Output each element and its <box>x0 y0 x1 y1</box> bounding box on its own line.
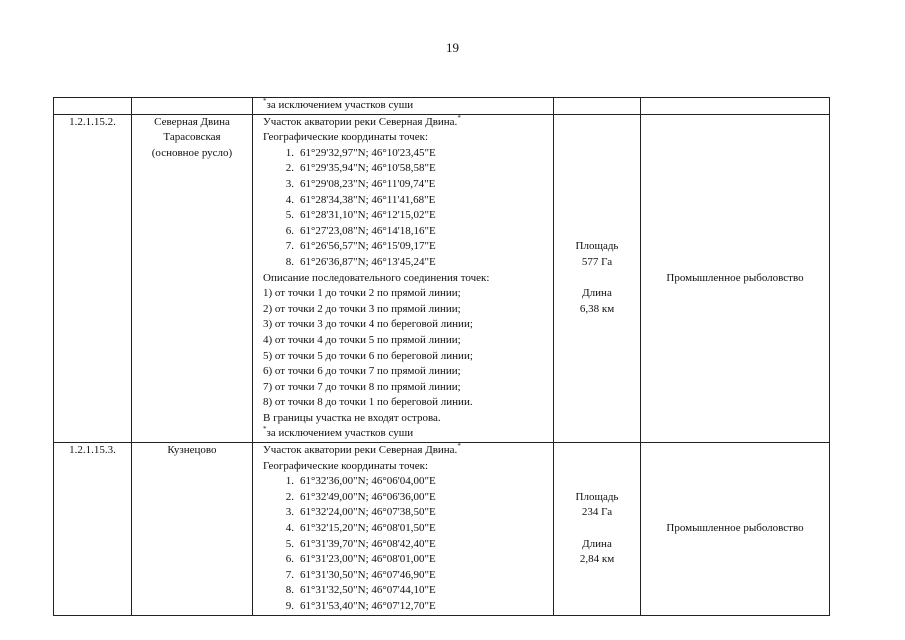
coords-label: Географические координаты точек: <box>263 131 428 144</box>
cell-size <box>554 114 641 442</box>
cell-name <box>132 114 253 442</box>
water-areas-table <box>53 97 830 616</box>
area-label: Площадь <box>575 240 619 253</box>
cell-name <box>132 98 253 115</box>
cell-description <box>253 443 554 616</box>
note-line <box>263 426 550 442</box>
connection-item: 6) от точки 6 до точки 7 по прямой линии; <box>263 365 461 378</box>
coordinate-point: 5. 61°28'31,10"N; 46°12'15,02"E <box>285 209 436 222</box>
note-mark: * <box>263 425 267 434</box>
coordinate-point: 6. 61°31'23,00"N; 46°08'01,00"E <box>285 553 436 566</box>
coordinate-point: 9. 61°31'53,40"N; 46°07'12,70"E <box>285 600 436 612</box>
heading-mark: * <box>457 113 461 122</box>
cell-description <box>253 98 554 115</box>
connection-label: Описание последовательного соединения точек: <box>263 271 490 284</box>
heading-text: Участок акватории реки Северная Двина. <box>263 115 458 128</box>
connection-item: 1) от точки 1 до точки 2 по прямой линии; <box>263 287 461 300</box>
note-text: за исключением участков суши <box>266 427 414 440</box>
heading-text: Участок акватории реки Северная Двина. <box>263 444 458 457</box>
coordinate-point: 5. 61°31'39,70"N; 46°08'42,40"E <box>285 537 436 550</box>
coordinate-point: 2. 61°32'49,00"N; 46°06'36,00"E <box>285 490 436 503</box>
cell-id: 1.2.1.15.2. <box>54 114 132 442</box>
coordinate-point: 1. 61°32'36,00"N; 46°06'04,00"E <box>285 475 436 488</box>
cell-id: 1.2.1.15.3. <box>54 443 132 616</box>
cell-purpose: Промышленное рыболовство <box>641 114 830 442</box>
area-heading <box>263 443 550 459</box>
coordinate-point: 6. 61°27'23,08"N; 46°14'18,16"E <box>285 224 436 237</box>
islands-note: В границы участка не входят острова. <box>263 411 441 424</box>
heading-mark: * <box>457 442 461 451</box>
cell-purpose <box>641 98 830 115</box>
coordinate-point: 7. 61°31'30,50"N; 46°07'46,90"E <box>285 568 436 581</box>
note-line <box>263 99 413 111</box>
table-row <box>54 114 830 442</box>
coordinate-point: 7. 61°26'56,57"N; 46°15'09,17"E <box>285 240 436 253</box>
coordinate-point: 3. 61°32'24,00"N; 46°07'38,50"E <box>285 506 436 519</box>
table-row-continuation <box>54 98 830 115</box>
connection-item: 3) от точки 3 до точки 4 по береговой линии; <box>263 318 473 331</box>
page-number: 19 <box>446 40 459 55</box>
area-value: 234 Га <box>581 506 613 519</box>
area-value: 577 Га <box>581 255 613 268</box>
cell-size <box>554 98 641 115</box>
connection-item: 5) от точки 5 до точки 6 по береговой линии; <box>263 349 473 362</box>
cell-description <box>253 114 554 442</box>
cell-name <box>132 443 253 616</box>
note-text: за исключением участков суши <box>266 99 414 111</box>
cell-purpose: Промышленное рыболовство <box>641 443 830 616</box>
connection-item: 4) от точки 4 до точки 5 по прямой линии; <box>263 333 461 346</box>
cell-size <box>554 443 641 616</box>
area-label: Площадь <box>575 490 619 503</box>
name-line: Тарасовская <box>163 131 221 144</box>
cell-id <box>54 98 132 115</box>
coordinate-point: 8. 61°31'32,50"N; 46°07'44,10"E <box>285 584 436 597</box>
coordinate-point: 1. 61°29'32,97"N; 46°10'23,45"E <box>285 146 436 159</box>
length-value: 6,38 км <box>579 302 615 315</box>
table-row <box>54 443 830 616</box>
length-value: 2,84 км <box>579 553 615 566</box>
name-line: (основное русло) <box>151 146 233 159</box>
coordinate-point: 8. 61°26'36,87"N; 46°13'45,24"E <box>285 255 436 268</box>
coordinate-point: 4. 61°32'15,20"N; 46°08'01,50"E <box>285 522 436 535</box>
name-line: Северная Двина <box>154 115 230 128</box>
length-label: Длина <box>582 287 612 300</box>
note-mark: * <box>263 97 267 105</box>
coords-label: Географические координаты точек: <box>263 459 428 472</box>
name-line: Кузнецово <box>167 444 217 457</box>
connection-item: 8) от точки 8 до точки 1 по береговой линии. <box>263 396 473 409</box>
coordinate-point: 3. 61°29'08,23"N; 46°11'09,74"E <box>285 177 436 190</box>
connection-item: 2) от точки 2 до точки 3 по прямой линии; <box>263 302 461 315</box>
area-heading <box>263 115 550 131</box>
connection-item: 7) от точки 7 до точки 8 по прямой линии; <box>263 380 461 393</box>
coordinate-point: 4. 61°28'34,38"N; 46°11'41,68"E <box>285 193 436 206</box>
coordinate-point: 2. 61°29'35,94"N; 46°10'58,58"E <box>285 162 436 175</box>
length-label: Длина <box>582 537 612 550</box>
